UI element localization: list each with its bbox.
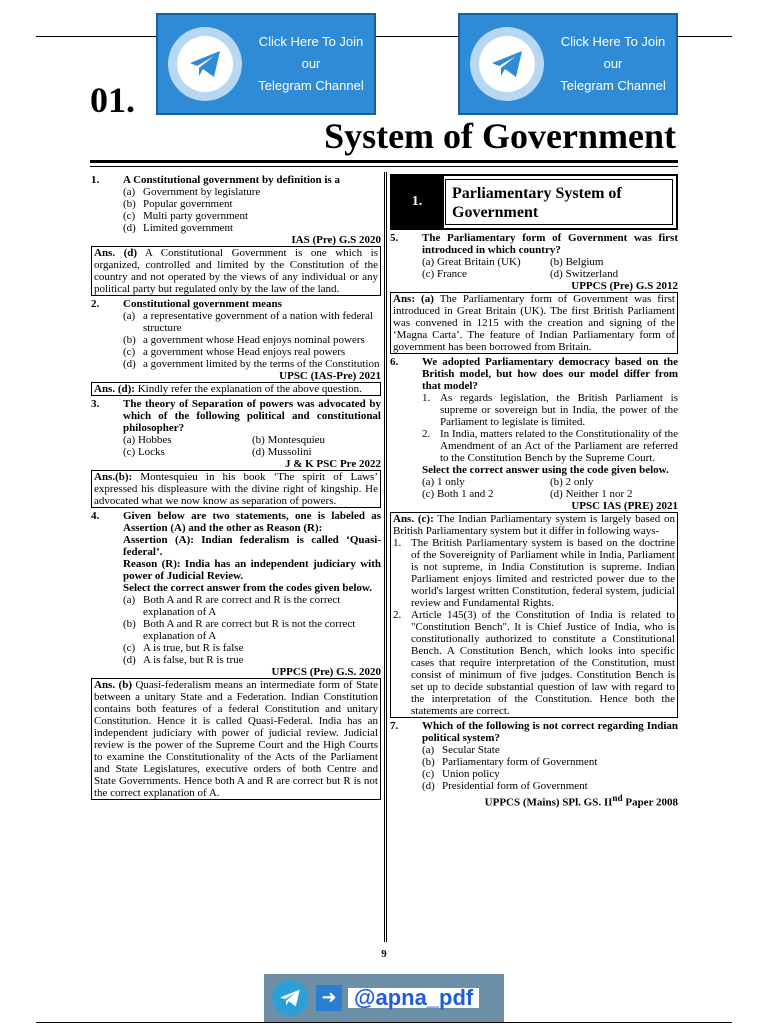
source-label: UPPCS (Pre) G.S. 2020 (271, 666, 381, 678)
option: (a) Government by legislature (123, 186, 261, 198)
option: (b) a government whose Head enjoys nominal powers (123, 334, 365, 346)
source-label: J & K PSC Pre 2022 (284, 458, 381, 470)
option: (d) Limited government (123, 222, 234, 234)
footer-telegram-banner[interactable] (264, 974, 504, 1022)
question-text: A Constitutional government by definition is a (123, 174, 340, 186)
telegram-icon (470, 27, 544, 101)
source-label: UPPCS (Mains) SPl. GS. IInd Paper 2008 (484, 793, 678, 809)
bottom-rule (36, 1022, 732, 1023)
page-number: 9 (381, 948, 387, 960)
option: (c) Union policy (422, 768, 500, 780)
option: (c) A is true, but R is false (123, 642, 244, 654)
option: (a) a representative government of a nation with federal structure (123, 310, 373, 334)
option: (b) Both A and R are correct but R is not the correct explanation of A (123, 618, 356, 642)
question-2: 2. Constitutional government means (91, 298, 282, 310)
option: (c) Multi party government (123, 210, 249, 222)
question-5: 5. The Parliamentary form of Government was first introduced in which country? (390, 232, 678, 256)
answer-box: Ans: (a) The Parliamentary form of Government was first introduced in Great Britain (UK). The first British Parliament was convened in 1215 with the creation and signing of the ‘Magna Carta’. The feature of Indian Parliamentary form of government has been borrowed from Britain. (390, 292, 678, 354)
option: (c) a government whose Head enjoys real powers (123, 346, 346, 358)
section-number: 1. (392, 176, 442, 228)
left-column (91, 174, 381, 802)
section-heading (390, 174, 678, 230)
answer-box: Ans. (d): Kindly refer the explanation of the above question. (91, 382, 381, 396)
right-column (390, 174, 678, 809)
statement: 2. In India, matters related to the Constitutionality of the Amendment of an Act of the Parliament are referred to the Constitution Bench by the Supreme Court. (422, 428, 678, 464)
telegram-icon (272, 980, 308, 1016)
title-rule-thin (90, 166, 678, 167)
answer-box: Ans. (c): The Indian Parliamentary system is largely based on British Parliamentary system but it differ in following ways- 1. The British Parliamentary system is based on the doctrine of the Sovereignity of Parliament while in India, Parliament is not supreme, in India Constitution is supreme. Indian Parliament enjoys limited and restricted power due to the world's largest written Constitution, federal system, judicial review and Fundamental Rights. 2. Article 145(3) of the Constitution of India is related to "Constitution Bench". It is Chief Justice of India, who is constitutionally authorized to constitute a Constitutional Bench. A Constitution Bench, which looks into specific cases that require interpretation of the Constitution, must consist of minimum of five judges. Constitution Bench is set up to decide substantial question of law with regard to the interpretation of the Constitution. Hence both the statements are correct. (390, 512, 678, 718)
telegram-icon (168, 27, 242, 101)
banner-text-line1: Click Here To Join our (560, 34, 666, 71)
question-6: 6. We adopted Parliamentary democracy based on the British model, but how does our model differ from that model? (390, 356, 678, 392)
chapter-number: 01. (90, 80, 135, 120)
title-rule (90, 160, 678, 163)
question-3: 3. The theory of Separation of powers was advocated by which of the following political and constitutional philosopher? (91, 398, 381, 434)
question-4: 4. Given below are two statements, one is labeled as Assertion (A) and the other as Reason (R): Assertion (A): Indian federalism is called ‘Quasi-federal’. Reason (R): India has an independent judiciary with power of Judicial Review. Select the correct answer from the codes given below. (91, 510, 381, 594)
answer-box: Ans. (d) A Constitutional Government is one which is organized, controlled and limited by the Constitution of the country and not operated by the views of any individual or any political party but regulated only by the law of the land. (91, 246, 381, 296)
column-divider (384, 172, 387, 942)
source-label: UPSC (IAS-Pre) 2021 (279, 370, 381, 382)
option: (b) Parliamentary form of Government (422, 756, 598, 768)
instruction: Select the correct answer using the code given below. (422, 464, 669, 476)
statement: 1. As regards legislation, the British Parliament is supreme or sovereign but in India, the power of the Parliament to legislate is limited. (422, 392, 678, 428)
banner-text-line2: Telegram Channel (258, 78, 364, 93)
options-grid: (a) Great Britain (UK) (b) Belgium (c) France (d) Switzerland (422, 256, 619, 280)
telegram-banner-right[interactable] (458, 13, 678, 115)
option: (b) Popular government (123, 198, 233, 210)
options-grid: (a) Hobbes (b) Montesquieu (c) Locks (d) Mussolini (123, 434, 326, 458)
option: (d) Presidential form of Government (422, 780, 588, 792)
question-1 (91, 174, 381, 186)
source-label: UPPCS (Pre) G.S 2012 (571, 280, 678, 292)
arrow-right-icon: ➜ (316, 985, 342, 1011)
option: (d) a government limited by the terms of the Constitution (123, 358, 380, 370)
option: (d) A is false, but R is true (123, 654, 244, 666)
question-number: 1. (91, 174, 100, 186)
channel-handle[interactable]: @apna_pdf (348, 988, 479, 1008)
answer-box: Ans. (b) Quasi-federalism means an intermediate form of State between a unitary State and a Federation. Indian Constitution contains both features of a federal Constitution and unitary Constitution. Hence it is called Quasi-Federal. India has an independent judiciary with power of judicial review. Judicial review is the power of the Supreme Court and the High Courts to examine the Constitutionality of the Acts of the Parliament and State Legislatures, executive orders of both Centre and State Governments. Hence both A and R are correct but R is not the correct explanation of A. (91, 678, 381, 800)
options-grid: (a) 1 only (b) 2 only (c) Both 1 and 2 (d) Neither 1 nor 2 (422, 476, 633, 500)
source-label: UPSC IAS (PRE) 2021 (571, 500, 678, 512)
source-label: IAS (Pre) G.S 2020 (291, 234, 381, 246)
banner-text-line2: Telegram Channel (560, 78, 666, 93)
chapter-title: System of Government (324, 116, 676, 156)
telegram-banner-left[interactable] (156, 13, 376, 115)
banner-text-line1: Click Here To Join our (258, 34, 364, 71)
section-title: Parliamentary System of Government (442, 176, 676, 228)
answer-box: Ans.(b): Montesquieu in his book ‘The spirit of Laws’ expressed his displeasure with the divine right of kingship. He advocated what we now know as separation of powers. (91, 470, 381, 508)
option: (a) Both A and R are correct and R is the correct explanation of A (123, 594, 341, 618)
question-7: 7. Which of the following is not correct regarding Indian political system? (390, 720, 678, 744)
option: (a) Secular State (422, 744, 500, 756)
